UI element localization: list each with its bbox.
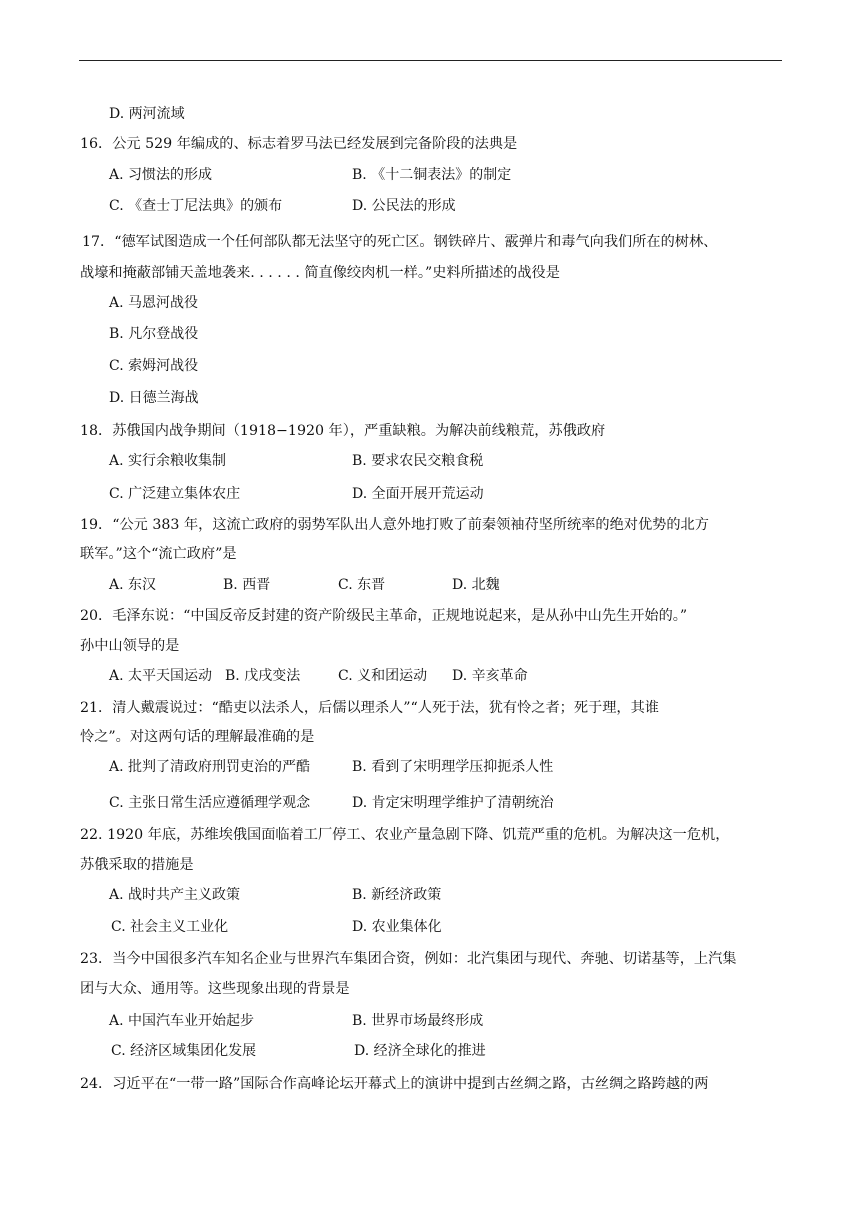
q23-stem-line1: 23．当今中国很多汽车知名企业与世界汽车集团合资，例如：北汽集团与现代、奔驰、切诺基等，上汽集 xyxy=(80,951,737,967)
q20-option-d: D. 辛亥革命 xyxy=(452,668,528,684)
q18-option-b: B. 要求农民交粮食税 xyxy=(352,453,484,469)
q18-option-a: A. 实行余粮收集制 xyxy=(109,453,227,469)
q22-option-c: C. 社会主义工业化 xyxy=(111,919,229,935)
q21-stem-line2: 怜之”。对这两句话的理解最准确的是 xyxy=(80,729,315,745)
q23-stem-line2: 团与大众、通用等。这些现象出现的背景是 xyxy=(80,981,350,997)
q20-option-c: C. 义和团运动 xyxy=(338,668,428,684)
q24-stem-line1: 24．习近平在“一带一路”国际合作高峰论坛开幕式上的演讲中提到古丝绸之路，古丝绸之路跨越的两 xyxy=(80,1076,709,1092)
q17-option-d: D. 日德兰海战 xyxy=(109,390,199,406)
q20-stem-line2: 孙中山领导的是 xyxy=(80,638,180,654)
q20-stem-line1: 20．毛泽东说：“中国反帝反封建的资产阶级民主革命，正规地说起来，是从孙中山先生开始的。” xyxy=(80,608,688,624)
q23-option-b: B. 世界市场最终形成 xyxy=(352,1013,484,1029)
q18-option-d: D. 全面开展开荒运动 xyxy=(352,486,484,502)
header-rule xyxy=(79,60,782,61)
q23-option-d: D. 经济全球化的推进 xyxy=(354,1043,486,1059)
q21-stem-line1: 21．清人戴震说过：“酷吏以法杀人，后儒以理杀人”“人死于法，犹有怜之者；死于理，其谁 xyxy=(80,700,659,716)
q17-option-b: B. 凡尔登战役 xyxy=(109,326,199,342)
q20-option-a: A. 太平天国运动 xyxy=(109,668,213,684)
q22-option-a: A. 战时共产主义政策 xyxy=(109,887,241,903)
q16-stem: 16．公元 529 年编成的、标志着罗马法已经发展到完备阶段的法典是 xyxy=(80,136,518,152)
q15-option-d: D. 两河流域 xyxy=(109,106,185,122)
q22-stem-line1: 22. 1920 年底，苏维埃俄国面临着工厂停工、农业产量急剧下降、饥荒严重的危机。为解决这一危机， xyxy=(80,827,730,843)
q16-option-d: D. 公民法的形成 xyxy=(352,198,456,214)
q21-option-a: A. 批判了清政府刑罚吏治的严酷 xyxy=(109,759,311,775)
q19-option-a: A. 东汉 xyxy=(109,577,157,593)
q19-option-d: D. 北魏 xyxy=(452,577,500,593)
q23-option-c: C. 经济区域集团化发展 xyxy=(111,1043,257,1059)
q21-option-c: C. 主张日常生活应遵循理学观念 xyxy=(109,795,311,811)
q20-option-b: B. 戊戌变法 xyxy=(225,668,301,684)
q19-option-b: B. 西晋 xyxy=(223,577,271,593)
q17-option-a: A. 马恩河战役 xyxy=(109,295,199,311)
q22-option-d: D. 农业集体化 xyxy=(352,919,442,935)
q23-option-a: A. 中国汽车业开始起步 xyxy=(109,1013,255,1029)
q17-option-c: C. 索姆河战役 xyxy=(109,358,199,374)
q17-stem-line1: 17．“德军试图造成一个任何部队都无法坚守的死亡区。钢铁碎片、霰弹片和毒气向我们所在的树林、 xyxy=(82,234,718,250)
q16-option-b: B. 《十二铜表法》的制定 xyxy=(352,167,512,183)
q19-stem-line2: 联军。”这个“流亡政府”是 xyxy=(80,546,237,562)
q17-stem-line2: 战壕和掩蔽部铺天盖地袭来. . . . . . 简直像绞肉机一样。”史料所描述的战役是 xyxy=(80,265,560,281)
q16-option-c: C. 《查士丁尼法典》的颁布 xyxy=(109,198,283,214)
q22-option-b: B. 新经济政策 xyxy=(352,887,442,903)
q19-stem-line1: 19．“公元 383 年，这流亡政府的弱势军队出人意外地打败了前秦领袖苻坚所统率的绝对优势的北方 xyxy=(80,517,709,533)
q18-option-c: C. 广泛建立集体农庄 xyxy=(109,486,241,502)
q18-stem: 18．苏俄国内战争期间（1918−1920 年），严重缺粮。为解决前线粮荒，苏俄政府 xyxy=(80,423,606,439)
q16-option-a: A. 习惯法的形成 xyxy=(109,167,213,183)
q21-option-d: D. 肯定宋明理学维护了清朝统治 xyxy=(352,795,554,811)
q21-option-b: B. 看到了宋明理学压抑扼杀人性 xyxy=(352,759,554,775)
q22-stem-line2: 苏俄采取的措施是 xyxy=(80,857,194,873)
q19-option-c: C. 东晋 xyxy=(338,577,386,593)
